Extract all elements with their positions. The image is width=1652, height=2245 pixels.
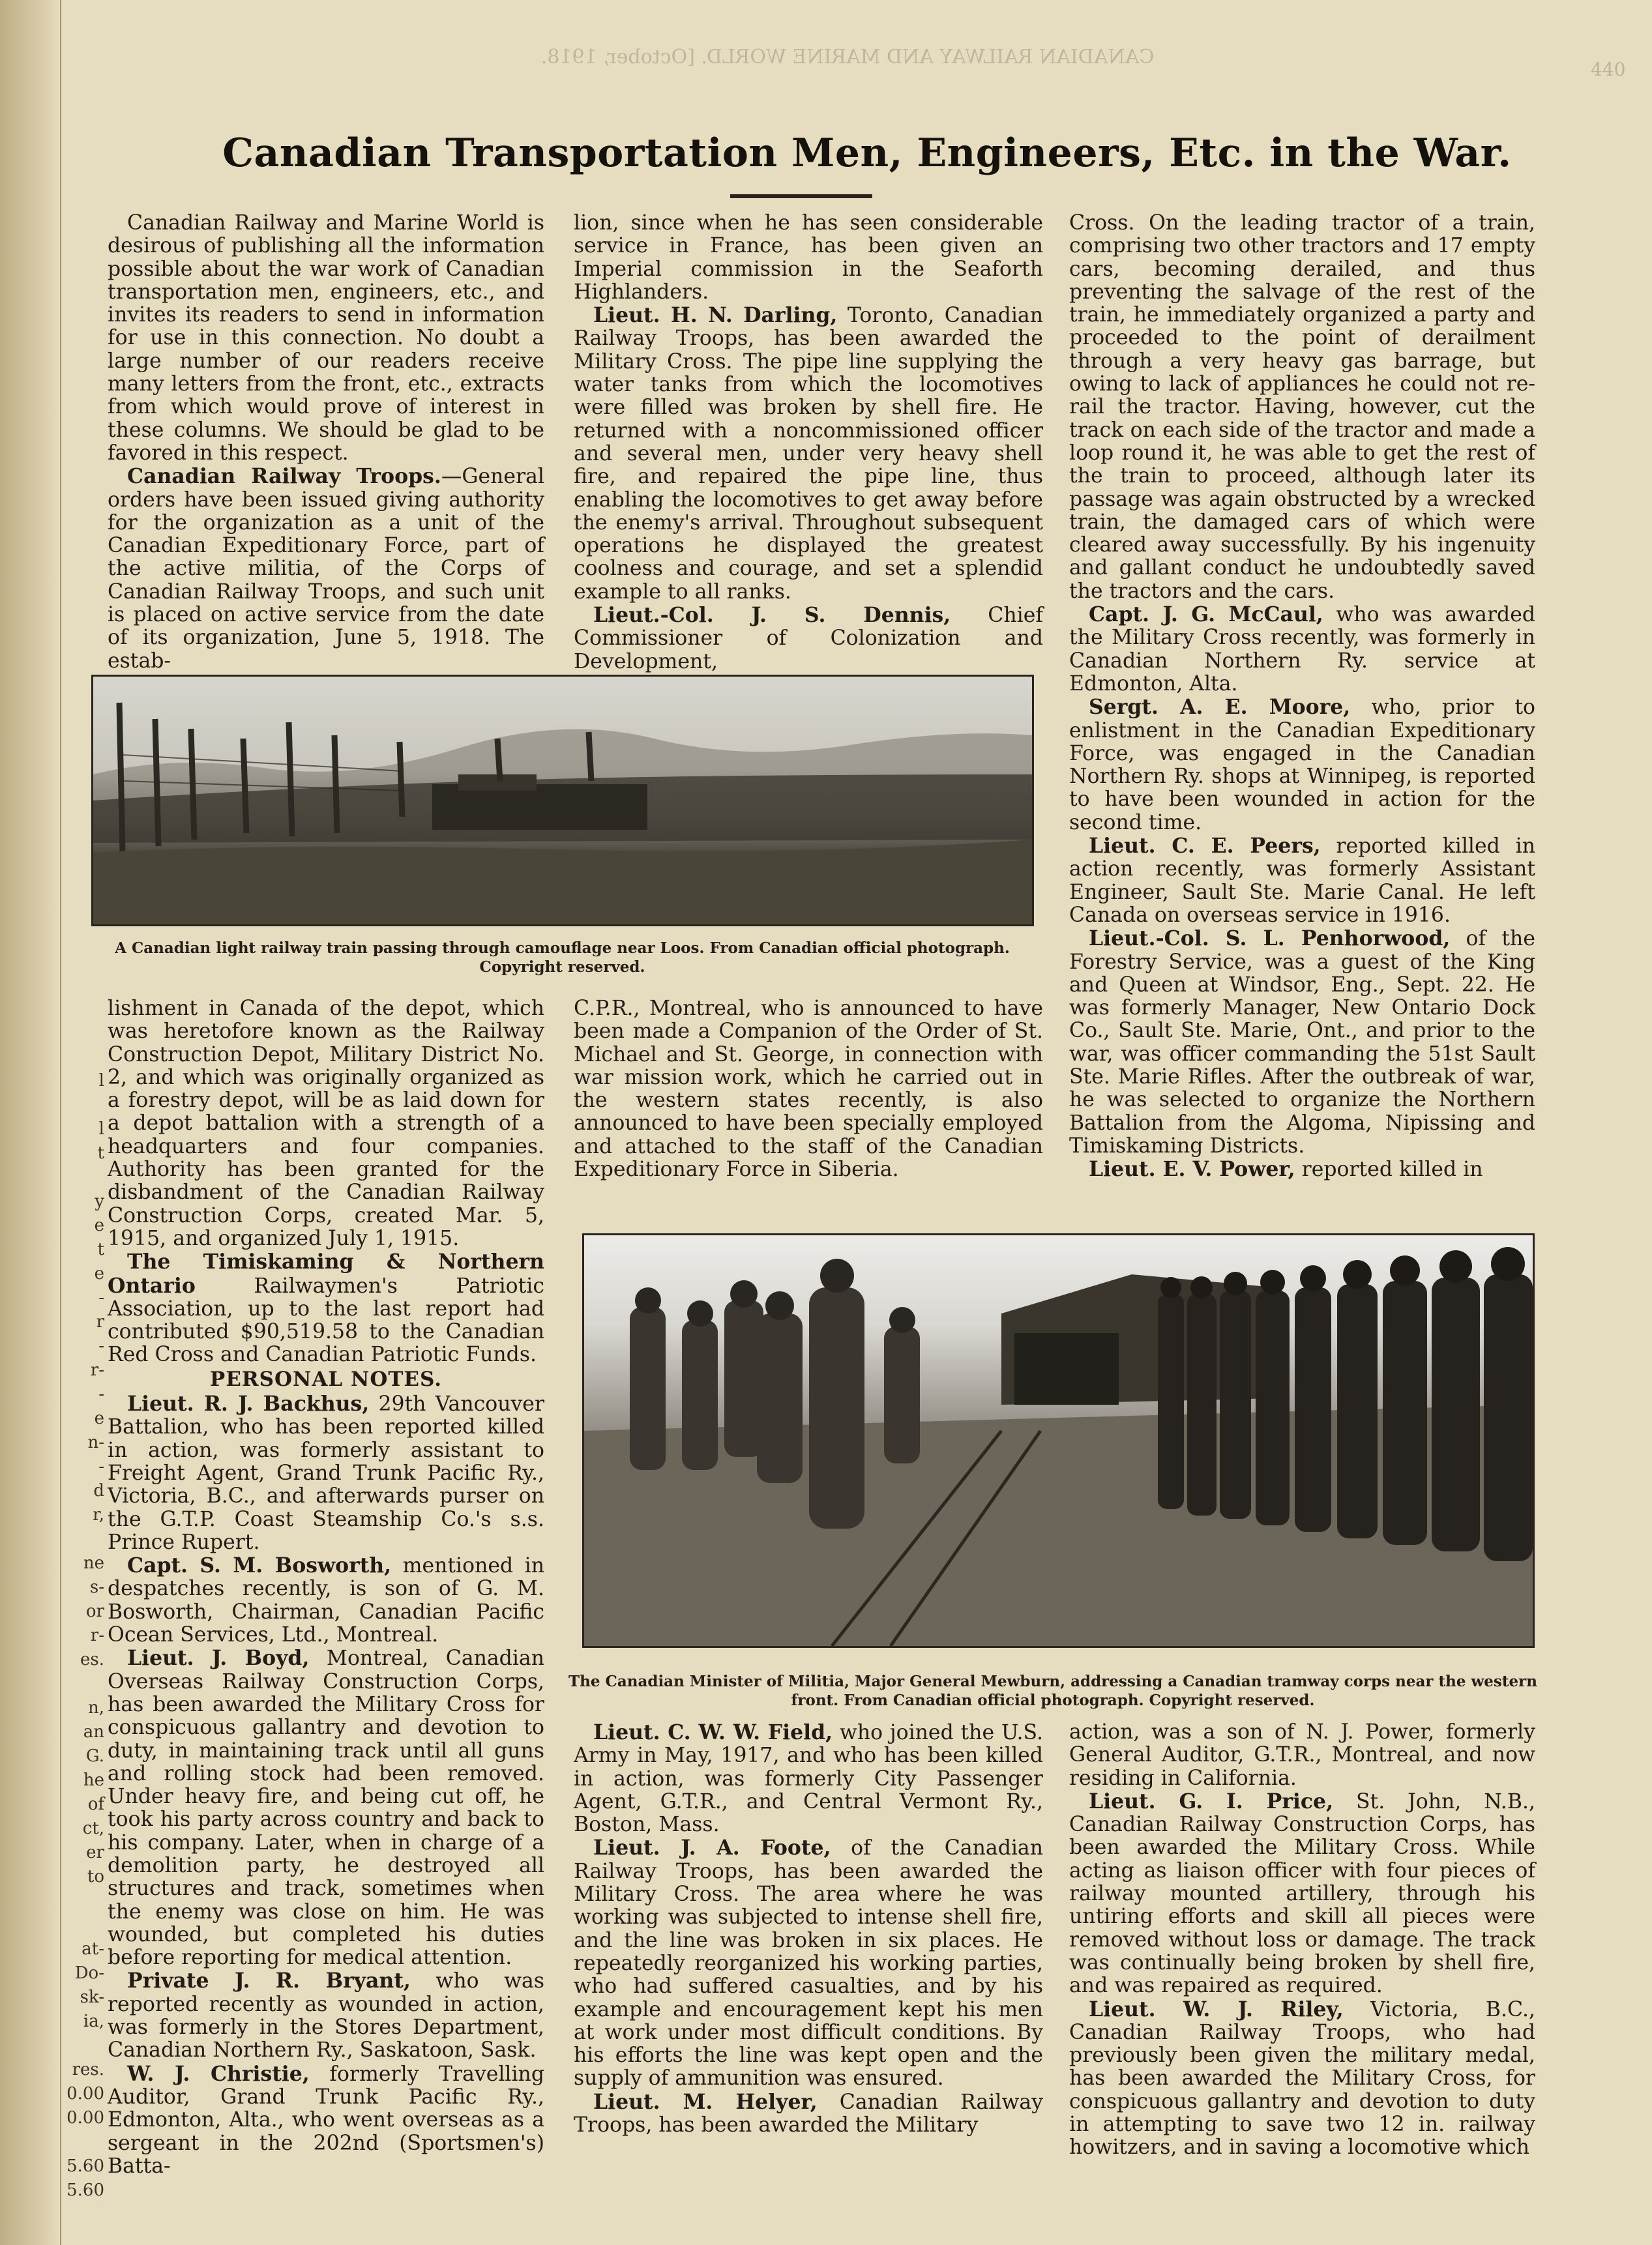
margin-fragment bbox=[65, 1527, 104, 1551]
paragraph bbox=[1069, 212, 1535, 603]
margin-fragment bbox=[65, 1889, 104, 1913]
margin-fragment: to bbox=[87, 1867, 104, 1886]
margin-fragment: or bbox=[85, 1602, 104, 1621]
margin-fragment: - bbox=[98, 1385, 104, 1404]
paragraph-text: mentioned in despatches recently, is son of G. M. Bosworth, Chairman, Canadian Pacific Ocean Services, Ltd., Montreal. bbox=[108, 1554, 544, 1647]
paragraph bbox=[1069, 603, 1535, 696]
paragraph-text: Cross. On the leading tractor of a train, comprising two other tractors and 17 empty cars, becoming derailed, and thus preventing the salvage of the rest of the train, he immediately organized a party and proceeded to the point of derailment through a very heavy gas barrage, but owing to lack of appliances he could not re-rail the tractor. Having, however, cut the track on each side of the tractor and made a loop round it, he was able to get the rest of the train to proceed, although later its passage was again obstructed by a wrecked train, the damaged cars of which were cleared away successfully. By his ingenuity and gallant conduct he undoubtedly saved the tractors and the cars. bbox=[1069, 211, 1535, 603]
paragraph-text: 29th Vancouver Battalion, who has been reported killed in action, was formerly assistant to Freight Agent, Grand Trunk Pacific Ry., Victoria, B.C., and afterwards purser on the G.T.P. Coast Steamship Co.'s s.s. Prince Rupert. bbox=[108, 1392, 544, 1554]
margin-fragment: d bbox=[93, 1481, 104, 1501]
paragraph-text: lishment in Canada of the depot, which was heretofore known as the Railway Construction Depot, Military District No. 2, and which was originally organized as a forestry depot, will be as laid down for a depot battalion with a strength of a headquarters and four companies. Authority has been granted for the disbandment of the Canadian Railway Construction Corps, created Mar. 5, 1915, and organized July 1, 1915. bbox=[108, 997, 544, 1250]
paragraph-lead: Lieut. J. Boyd, bbox=[127, 1646, 310, 1671]
paragraph-text: Canadian Railway and Marine World is desirous of publishing all the information possible about the war work of Canadian transportation men, engineers, etc., and invites its readers to send in information for use in this connection. No doubt a large number of our readers receive many letters from the front, etc., extracts from which would prove of interest in these columns. We should be glad to be favored in this respect. bbox=[108, 211, 544, 465]
margin-fragment: res. bbox=[72, 2060, 104, 2079]
margin-fragment: s- bbox=[89, 1577, 104, 1597]
paragraph-text: formerly Travelling Auditor, Grand Trunk Pacific Ry., Edmonton, Alta., who went overseas as a sergeant in the 202nd (Sportsmen's) Batta- bbox=[108, 2062, 545, 2178]
paragraph-text: Victoria, B.C., Canadian Railway Troops, who had previously been given the military medal, has been awarded the Military Cross, for conspicuous gallantry and devotion to duty in attempting to save two 12 in. railway howitzers, and in saving a locomotive which bbox=[1069, 1997, 1535, 2160]
margin-fragment: - bbox=[98, 1336, 104, 1356]
margin-fragment: n, bbox=[87, 1698, 104, 1718]
personal-note bbox=[108, 2062, 544, 2178]
paragraph bbox=[1069, 1158, 1535, 1181]
margin-fragment bbox=[65, 1093, 104, 1117]
paragraph-lead: Lieut. C. W. W. Field, bbox=[593, 1720, 833, 1744]
margin-fragment: G. bbox=[85, 1746, 104, 1766]
margin-fragment: l bbox=[98, 1119, 104, 1139]
paragraph-text: reported killed in bbox=[1295, 1158, 1483, 1182]
paragraph bbox=[574, 212, 1043, 304]
paragraph-lead: Lieut. E. V. Power, bbox=[1089, 1157, 1295, 1182]
margin-fragment: 0.00 bbox=[66, 2108, 104, 2128]
margin-fragment: ne bbox=[83, 1553, 104, 1573]
margin-fragment: an bbox=[83, 1722, 104, 1742]
paragraph-text: who was reported recently as wounded in action, was formerly in the Stores Department, Canadian Northern Ry., Saskatoon, Sask. bbox=[108, 1969, 544, 2062]
margin-fragment: r, bbox=[93, 1505, 104, 1525]
article-title: Canadian Transportation Men, Engineers, Etc. in the War. bbox=[222, 130, 1512, 176]
railway-camouflage-photo bbox=[91, 675, 1034, 926]
paragraph-text: lion, since when he has seen considerable service in France, has been given an Imperial commission in the Seaforth Highlanders. bbox=[574, 211, 1043, 304]
margin-fragment: of bbox=[87, 1795, 104, 1814]
margin-fragment: - bbox=[98, 1457, 104, 1476]
margin-fragment: - bbox=[98, 1288, 104, 1308]
paragraph-text: who, prior to enlistment in the Canadian Expeditionary Force, was engaged in the Canadian Northern Ry. shops at Winnipeg, is reported to have been wounded in action for the second time. bbox=[1069, 696, 1535, 834]
margin-fragment: e bbox=[94, 1216, 104, 1235]
personal-notes-heading: PERSONAL NOTES. bbox=[209, 1367, 443, 1391]
minister-addressing-corps-photo bbox=[582, 1233, 1535, 1648]
margin-fragment: he bbox=[83, 1770, 104, 1790]
paragraph bbox=[108, 212, 544, 465]
show-through-header: CANADIAN RAILWAY AND MARINE WORLD. [October, 1918. bbox=[540, 46, 1155, 68]
paragraph-lead: Capt. S. M. Bosworth, bbox=[127, 1553, 392, 1578]
paragraph-lead: Lieut. G. I. Price, bbox=[1089, 1789, 1334, 1813]
paragraph bbox=[108, 997, 544, 1250]
column-2-top bbox=[574, 212, 1043, 673]
paragraph-lead: Lieut. W. J. Riley, bbox=[1089, 1997, 1344, 2021]
paragraph-lead: Lieut.-Col. J. S. Dennis, bbox=[593, 603, 951, 628]
margin-fragment bbox=[65, 2130, 104, 2154]
paragraph-text: who was awarded the Military Cross recently, was formerly in Canadian Northern Ry. service at Edmonton, Alta. bbox=[1069, 603, 1535, 696]
margin-fragment: y bbox=[95, 1192, 104, 1211]
margin-fragment: Do- bbox=[74, 1963, 104, 1983]
paragraph-text: Canadian Railway Troops, has been awarded the Military bbox=[574, 2090, 1043, 2137]
margin-fragment: l bbox=[98, 1071, 104, 1091]
paragraph-lead: Lieut. H. N. Darling, bbox=[593, 303, 838, 328]
paragraph-text: Chief Commissioner of Colonization and Development, bbox=[574, 604, 1043, 673]
title-rule bbox=[730, 194, 872, 198]
margin-fragment: r- bbox=[90, 1626, 104, 1645]
margin-fragment bbox=[65, 1913, 104, 1937]
paragraph bbox=[574, 997, 1043, 1181]
paragraph-lead: Sergt. A. E. Moore, bbox=[1089, 695, 1351, 720]
margin-fragment bbox=[65, 1672, 104, 1696]
photo-2-caption: The Canadian Minister of Militia, Major General Mewburn, addressing a Canadian tramway corps near the western front. From Canadian official photograph. Copyright reserved. bbox=[568, 1673, 1537, 1709]
margin-fragment bbox=[65, 2034, 104, 2058]
personal-note bbox=[108, 1554, 544, 1647]
margin-fragment: sk- bbox=[80, 1988, 104, 2007]
paragraph-text: of the Forestry Service, was a guest of the King and Queen at Windsor, Eng., Sept. 22. He was formerly Manager, New Ontario Dock Co., Sault Ste. Marie, Ont., and prior to the war, was officer commanding the 51st Sault Ste. Marie Rifles. After the outbreak of war, he was selected to organize the Northern Battalion from the Algoma, Nipissing and Timiskaming Districts. bbox=[1069, 927, 1535, 1158]
margin-fragment: er bbox=[86, 1843, 104, 1862]
paragraph bbox=[574, 1836, 1043, 2090]
photo-illustration bbox=[93, 677, 1032, 924]
margin-fragment: es. bbox=[80, 1650, 104, 1669]
personal-note bbox=[108, 1392, 544, 1554]
paragraph bbox=[1069, 834, 1535, 927]
paragraph bbox=[1069, 1998, 1535, 2160]
margin-fragment bbox=[65, 1166, 104, 1190]
previous-page-margin-text bbox=[65, 1069, 104, 2203]
paragraph bbox=[108, 465, 544, 673]
column-3-bottom bbox=[1069, 1721, 1535, 2160]
margin-fragment: r bbox=[96, 1312, 104, 1332]
margin-fragment: t bbox=[97, 1240, 104, 1259]
margin-fragment: 5.60 bbox=[66, 2156, 104, 2176]
paragraph-text: C.P.R., Montreal, who is announced to have been made a Companion of the Order of St. Michael and St. George, in connection with war mission work, which he carried out in the western states recently, is also announced to have been specially employed and attached to the staff of the Canadian Expeditionary Force in Siberia. bbox=[574, 997, 1043, 1182]
paragraph-text: Toronto, Canadian Railway Troops, has been awarded the Military Cross. The pipe line supplying the water tanks from which the locomotives were filled was broken by shell fire. He returned with a noncommissioned officer and several men, under very heavy shell fire, and repaired the pipe line, thus enabling the locomotives to get away before the enemy's arrival. Throughout subsequent operations he displayed the greatest coolness and courage, and set a splendid example to all ranks. bbox=[574, 304, 1043, 604]
column-2-bottom bbox=[574, 1721, 1043, 2137]
paragraph bbox=[574, 304, 1043, 604]
paragraph-lead: Lieut. R. J. Backhus, bbox=[127, 1392, 370, 1416]
paragraph-lead: Private J. R. Bryant, bbox=[127, 1969, 411, 1993]
page-gutter bbox=[0, 0, 61, 2245]
paragraph bbox=[108, 1250, 544, 1366]
paragraph-lead: Lieut.-Col. S. L. Penhorwood, bbox=[1089, 926, 1451, 951]
margin-fragment: 5.60 bbox=[66, 2180, 104, 2200]
margin-fragment: r- bbox=[90, 1360, 104, 1380]
margin-fragment: n- bbox=[87, 1433, 104, 1452]
paragraph-text: St. John, N.B., Canadian Railway Construction Corps, has been awarded the Military Cross. While acting as liaison officer with four pieces of railway mounted artillery, through his untiring efforts and skill all pieces were removed without loss or damage. The track was continually being broken by shell fire, and was repaired as required. bbox=[1069, 1789, 1535, 1998]
margin-fragment: ct, bbox=[82, 1819, 104, 1838]
margin-fragment: t bbox=[97, 1143, 104, 1163]
paragraph-text: of the Canadian Railway Troops, has been awarded the Military Cross. The area where he was working was subjected to intense shell fire, and the line was broken in six places. He repeatedly reorganized his working parties, who had suffered casualties, and by his example and encouragement kept his men at work under most difficult conditions. By his efforts the line was kept open and the supply of ammunition was ensured. bbox=[574, 1836, 1043, 2091]
paragraph bbox=[1069, 1790, 1535, 1998]
margin-fragment: 0.00 bbox=[66, 2084, 104, 2104]
paragraph bbox=[1069, 927, 1535, 1158]
paragraph bbox=[574, 2091, 1043, 2137]
paragraph bbox=[574, 604, 1043, 673]
paragraph-text: action, was a son of N. J. Power, formerly General Auditor, G.T.R., Montreal, and now residing in California. bbox=[1069, 1720, 1535, 1790]
column-2-middle bbox=[574, 997, 1043, 1181]
column-1-bottom bbox=[108, 997, 544, 2178]
paragraph-lead: W. J. Christie, bbox=[127, 2061, 310, 2086]
paragraph-text: reported killed in action recently, was formerly Assistant Engineer, Sault Ste. Marie Canal. He left Canada on overseas service in 1916. bbox=[1069, 834, 1535, 927]
column-1-top bbox=[108, 212, 544, 673]
margin-fragment: ia, bbox=[83, 2012, 104, 2031]
column-3-upper bbox=[1069, 212, 1535, 1181]
margin-fragment: e bbox=[94, 1409, 104, 1428]
photo-illustration bbox=[584, 1235, 1533, 1646]
photo-1-caption: A Canadian light railway train passing through camouflage near Loos. From Canadian official photograph. Copyright reserved. bbox=[115, 939, 1010, 976]
personal-note bbox=[108, 1969, 544, 2062]
margin-fragment: at- bbox=[81, 1939, 104, 1959]
paragraph-text: Montreal, Canadian Overseas Railway Construction Corps, has been awarded the Military Cross for conspicuous gallantry and devotion to duty, in maintaining track until all guns and rolling stock had been removed. Under heavy fire, and being cut off, he took his party across country and back to his company. Later, when in charge of a demolition party, he destroyed all structures and track, sometimes when the enemy was close on him. He was wounded, but completed his duties before reporting for medical attention. bbox=[108, 1647, 544, 1970]
paragraph-lead: Lieut. J. A. Foote, bbox=[593, 1836, 831, 1860]
paragraph-lead: Lieut. M. Helyer, bbox=[593, 2089, 818, 2114]
paragraph bbox=[1069, 696, 1535, 834]
paragraph bbox=[1069, 1721, 1535, 1790]
paragraph-lead: The Timiskaming & Northern Ontario bbox=[108, 1250, 544, 1298]
paragraph-lead: Capt. J. G. McCaul, bbox=[1089, 602, 1323, 627]
paragraph-text: Railwaymen's Patriotic Association, up to the last report had contributed $90,519.58 to the Canadian Red Cross and Canadian Patriotic Funds. bbox=[108, 1274, 544, 1367]
margin-fragment: e bbox=[94, 1264, 104, 1284]
paragraph bbox=[574, 1721, 1043, 1836]
paragraph-lead: Canadian Railway Troops. bbox=[127, 464, 441, 489]
paragraph-text: —General orders have been issued giving authority for the organization as a unit of the Canadian Expeditionary Force, part of the active militia, of the Corps of Canadian Railway Troops, and such unit is placed on active service from the date of its organization, June 5, 1918. The estab- bbox=[108, 465, 544, 673]
paragraph-lead: Lieut. C. E. Peers, bbox=[1089, 834, 1321, 858]
show-through-page-number: 440 bbox=[1591, 59, 1626, 80]
personal-note bbox=[108, 1647, 544, 1969]
paragraph-text: who joined the U.S. Army in May, 1917, and who has been killed in action, was formerly City Passenger Agent, G.T.R., and Central Vermont Ry., Boston, Mass. bbox=[574, 1721, 1043, 1837]
